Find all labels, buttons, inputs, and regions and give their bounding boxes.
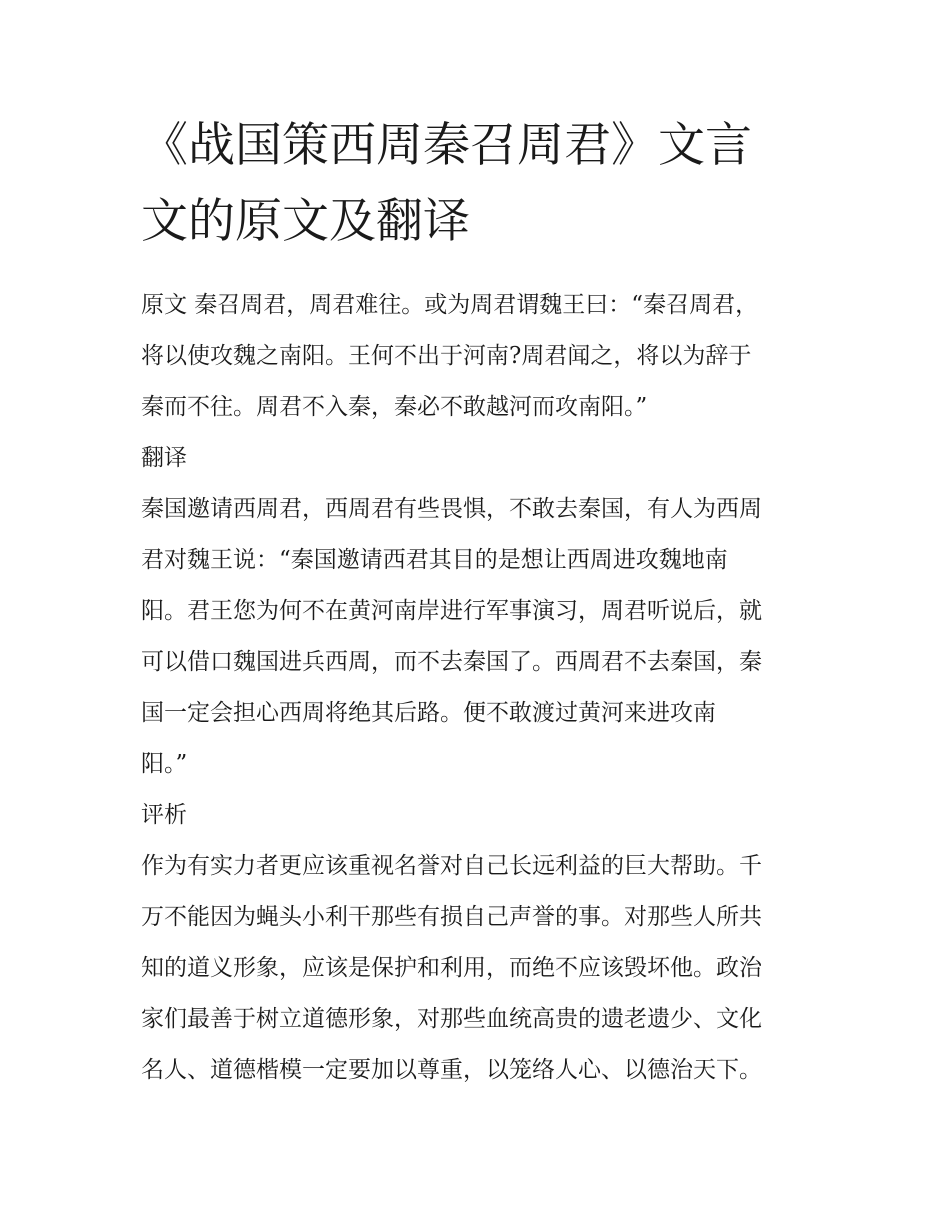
analysis-line: 知的道义形象，应该是保护和利用，而绝不应该毁坏他。政治	[141, 955, 762, 981]
original-text-line: 原文 秦召周君，周君难往。或为周君谓魏王曰：“秦召周君，	[141, 292, 759, 318]
document-page	[141, 108, 821, 1096]
original-text-line: 秦而不往。周君不入秦，秦必不敢越河而攻南阳。”	[141, 394, 648, 420]
analysis-line: 万不能因为蝇头小利干那些有损自己声誉的事。对那些人所共	[141, 904, 762, 930]
document-body	[141, 280, 821, 1096]
title-line-1: 《战国策西周秦召周君》文言	[141, 118, 752, 173]
translation-line: 可以借口魏国进兵西周，而不去秦国了。西周君不去秦国，秦	[141, 649, 762, 675]
translation-line: 秦国邀请西周君，西周君有些畏惧，不敢去秦国，有人为西周	[141, 496, 762, 522]
analysis-line: 名人、道德楷模一定要加以尊重，以笼络人心、以德治天下。	[141, 1057, 762, 1083]
analysis-line: 家们最善于树立道德形象，对那些血统高贵的遗老遗少、文化	[141, 1006, 762, 1032]
translation-heading: 翻译	[141, 445, 187, 471]
translation-line: 国一定会担心西周将绝其后路。便不敢渡过黄河来进攻南	[141, 700, 716, 726]
title-line-2: 文的原文及翻译	[141, 194, 470, 249]
translation-line: 君对魏王说：“秦国邀请西君其目的是想让西周进攻魏地南	[141, 547, 728, 573]
original-text-line: 将以使攻魏之南阳。王何不出于河南?周君闻之，将以为辞于	[141, 343, 752, 369]
document-title	[141, 108, 821, 260]
analysis-line: 作为有实力者更应该重视名誉对自己长远利益的巨大帮助。千	[141, 853, 762, 879]
translation-line: 阳。”	[141, 751, 188, 777]
analysis-heading: 评析	[141, 802, 187, 828]
translation-line: 阳。君王您为何不在黄河南岸进行军事演习，周君听说后，就	[141, 598, 762, 624]
